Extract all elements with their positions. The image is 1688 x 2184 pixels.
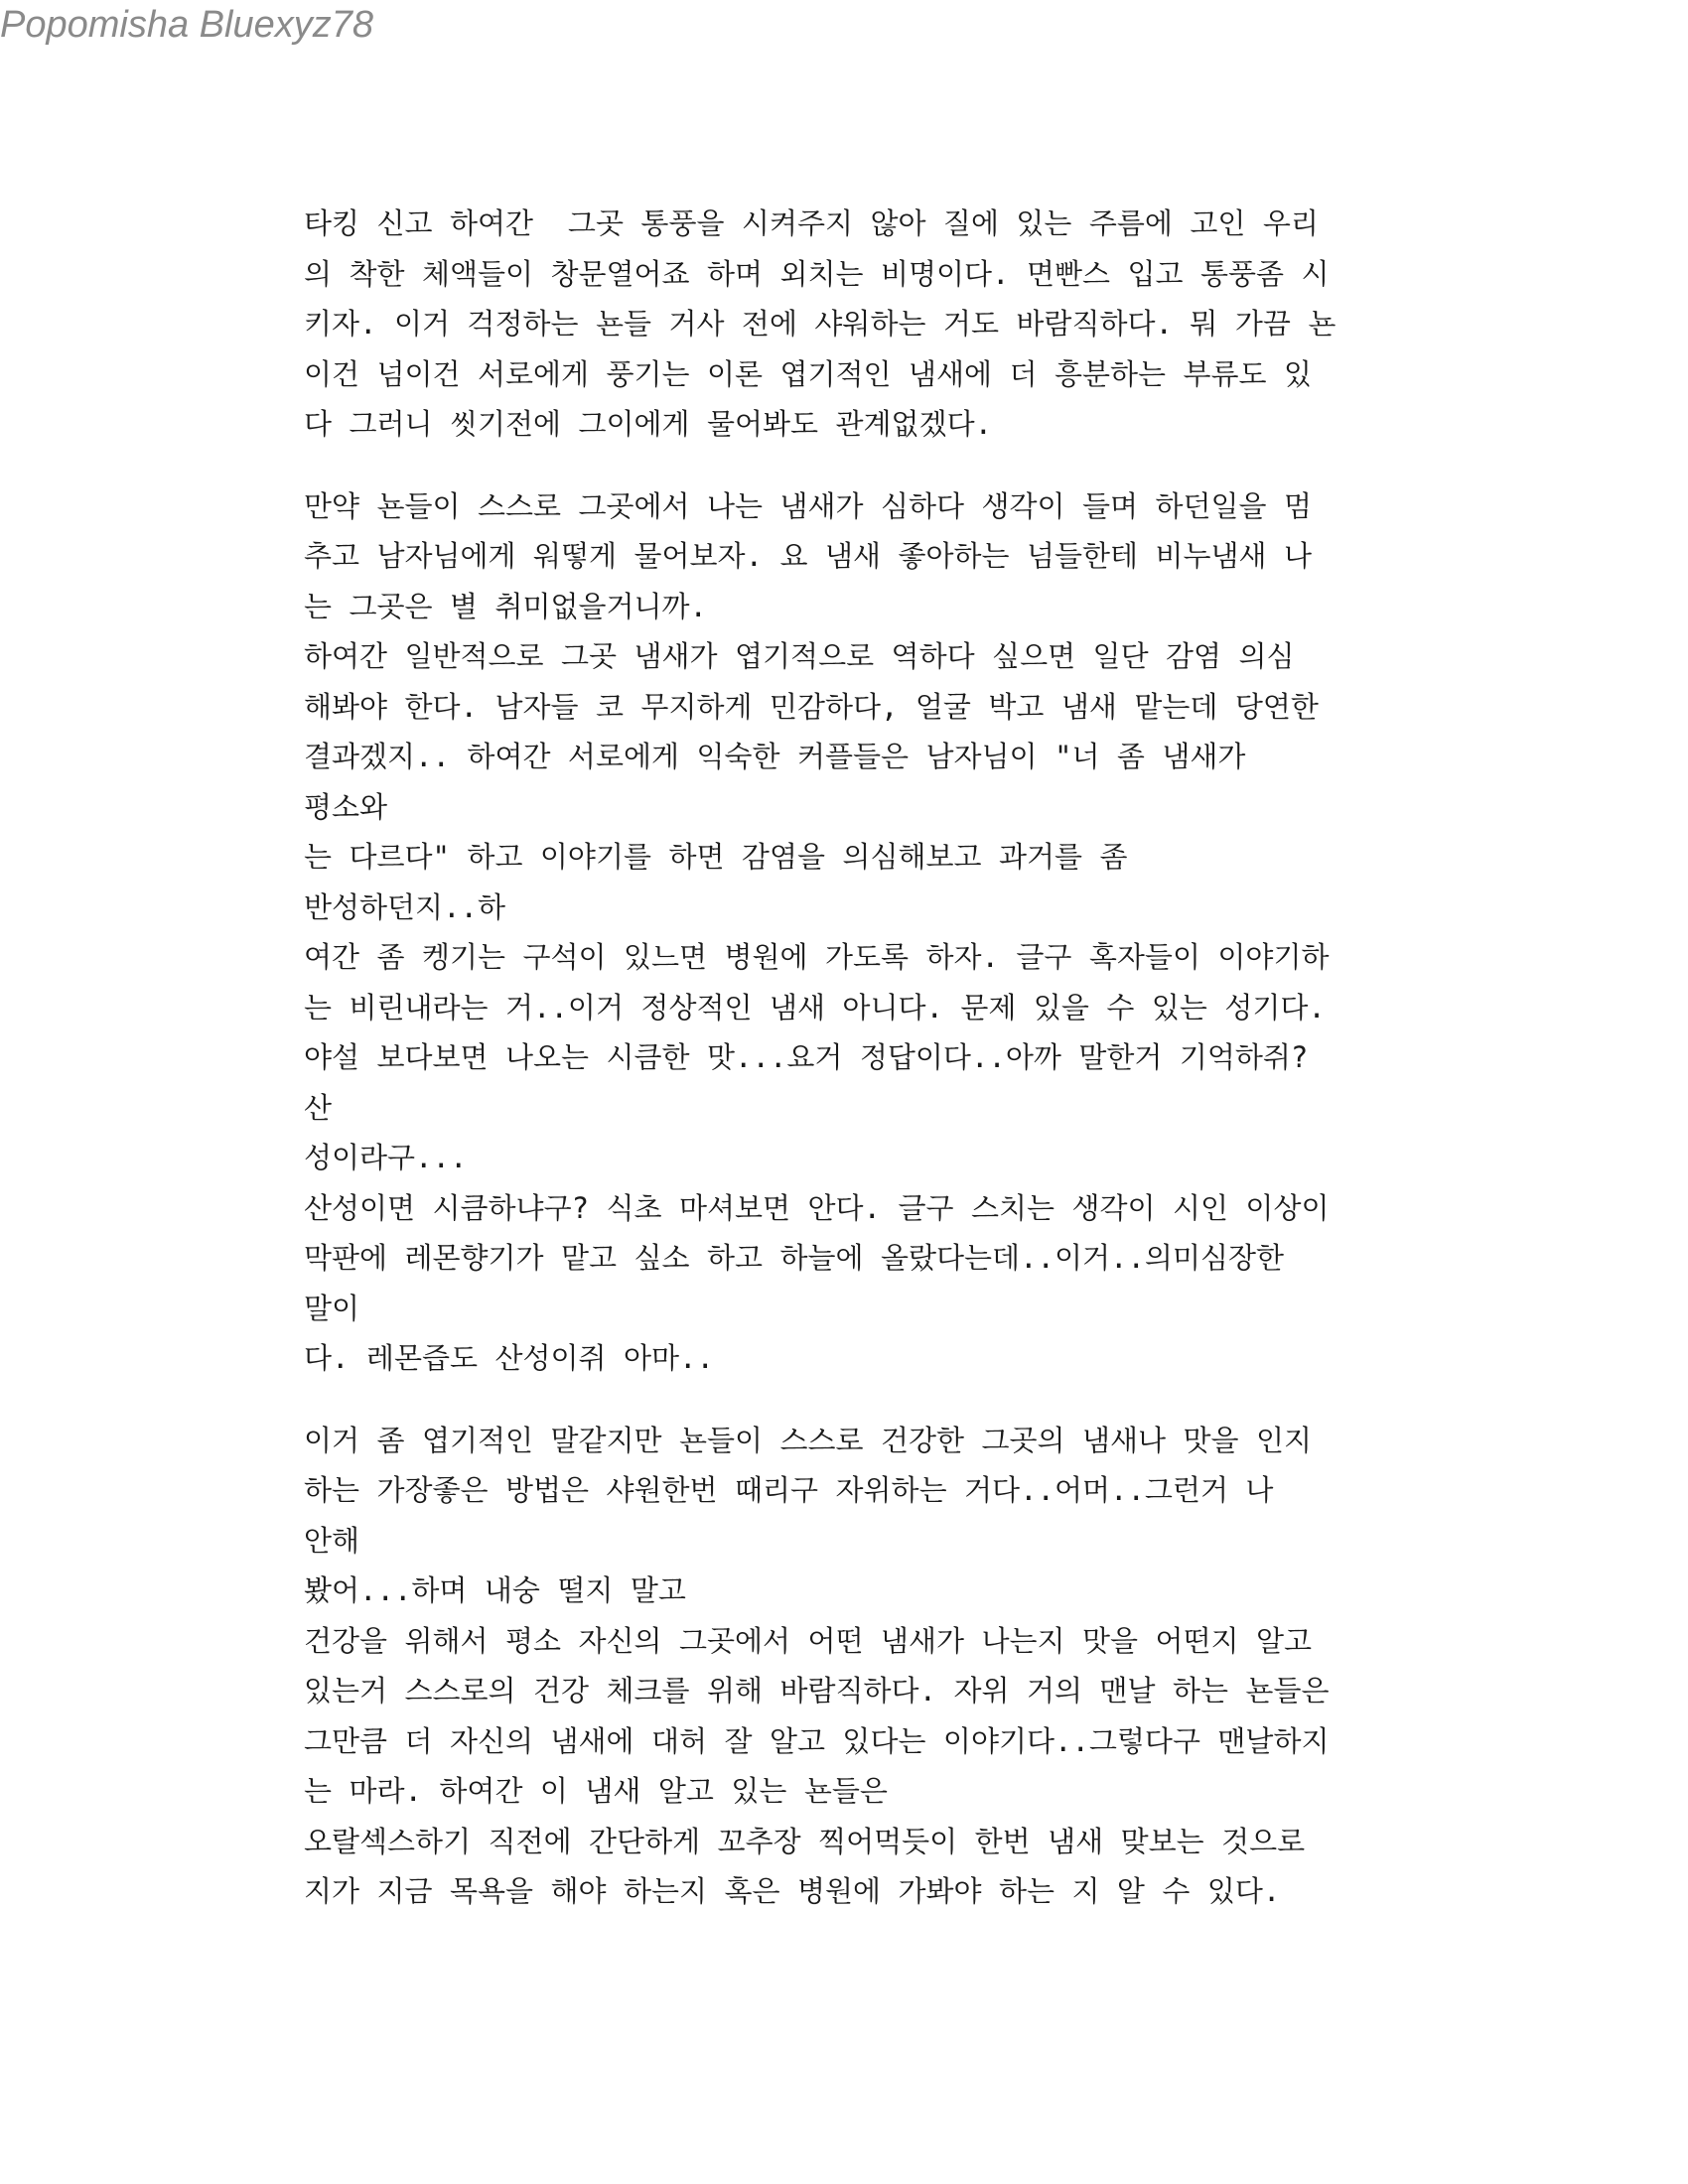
text-line: 이거 좀 엽기적인 말같지만 뇬들이 스스로 건강한 그곳의 냄새나 맛을 인지: [304, 1423, 1313, 1457]
text-line: 그만큼 더 자신의 냄새에 대허 잘 알고 있다는 이야기다..그렇다구 맨날하지: [304, 1723, 1330, 1758]
text-line: 산성이면 시큼하냐구? 식초 마셔보면 안다. 글구 스치는 생각이 시인 이상이: [304, 1190, 1330, 1225]
text-line: 만약 뇬들이 스스로 그곳에서 나는 냄새가 심하다 생각이 들며 하던일을 멈: [304, 488, 1313, 523]
text-line: 는 비린내라는 거..이거 정상적인 냄새 아니다. 문제 있을 수 있는 성기다.: [304, 990, 1326, 1024]
paragraph-block: [304, 1416, 1396, 1917]
text-line: 해봐야 한다. 남자들 코 무지하게 민감하다, 얼굴 박고 냄새 맡는데 당연한: [304, 689, 1319, 724]
text-line: 다. 레몬즙도 산성이쥐 아마..: [304, 1341, 714, 1375]
text-line: 오랄섹스하기 직전에 간단하게 꼬추장 찍어먹듯이 한번 냄새 맞보는 것으로: [304, 1824, 1306, 1858]
text-line: 하여간 일반적으로 그곳 냄새가 엽기적으로 역하다 싶으면 일단 감염 의심: [304, 639, 1295, 673]
paragraph-block: [304, 199, 1396, 450]
document-body: [304, 199, 1396, 1949]
text-line: 반성하던지..하: [304, 889, 506, 924]
text-line: 다 그러니 씻기전에 그이에게 물어봐도 관계없겠다.: [304, 407, 993, 441]
text-line: 타킹 신고 하여간 그곳 통풍을 시켜주지 않아 질에 있는 주름에 고인 우리: [304, 206, 1319, 240]
text-line: 여간 좀 켕기는 구석이 있느면 병원에 가도록 하자. 글구 혹자들이 이야기하: [304, 940, 1330, 974]
text-line: 의 착한 체액들이 창문열어죠 하며 외치는 비명이다. 면빤스 입고 통풍좀 시: [304, 256, 1330, 291]
text-line: 하는 가장좋은 방법은 샤원한번 때리구 자위하는 거다..어머..그런거 나: [304, 1473, 1274, 1507]
text-line: 봤어...하며 내숭 떨지 말고: [304, 1573, 686, 1607]
text-line: 있는거 스스로의 건강 체크를 위해 바람직하다. 자위 거의 맨날 하는 뇬들은: [304, 1674, 1330, 1707]
text-line: 성이라구...: [304, 1141, 468, 1174]
text-line: 건강을 위해서 평소 자신의 그곳에서 어떤 냄새가 나는지 맛을 어떤지 알고: [304, 1623, 1313, 1658]
text-line: 야설 보다보면 나오는 시큼한 맛...요거 정답이다..아까 말한거 기억하쥐?: [304, 1040, 1309, 1074]
text-line: 추고 남자님에게 워떻게 물어보자. 요 냄새 좋아하는 넘들한테 비누냄새 나: [304, 539, 1313, 573]
text-line: 말이: [304, 1291, 360, 1325]
text-line: 막판에 레몬향기가 맡고 싶소 하고 하늘에 올랐다는데..이거..의미심장한: [304, 1241, 1285, 1275]
text-line: 이건 넘이건 서로에게 풍기는 이론 엽기적인 냄새에 더 흥분하는 부류도 있: [304, 356, 1313, 391]
text-line: 는 다르다" 하고 이야기를 하면 감염을 의심해보고 과거를 좀: [304, 840, 1128, 874]
text-line: 는 그곳은 별 취미없을거니까.: [304, 589, 708, 623]
text-line: 결과겠지.. 하여간 서로에게 익숙한 커플들은 남자님이 "너 좀 냄새가: [304, 740, 1246, 773]
text-line: 산: [304, 1090, 333, 1125]
text-line: 안해: [304, 1523, 360, 1558]
paragraph-block: [304, 481, 1396, 1384]
text-line: 지가 지금 목욕을 해야 하는지 혹은 병원에 가봐야 하는 지 알 수 있다.: [304, 1874, 1281, 1908]
text-line: 키자. 이거 걱정하는 뇬들 거사 전에 샤워하는 거도 바람직하다. 뭐 가끔 뇬: [304, 307, 1336, 341]
text-line: 평소와: [304, 789, 388, 824]
text-line: 는 마라. 하여간 이 냄새 알고 있는 뇬들은: [304, 1774, 888, 1808]
watermark: Popomisha Bluexyz78: [0, 4, 373, 46]
